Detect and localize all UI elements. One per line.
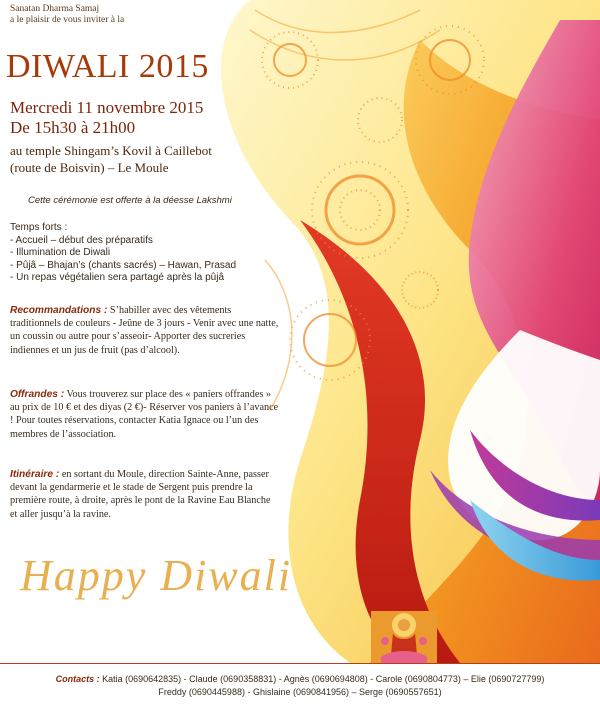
itinerary-paragraph [10,468,280,521]
recommendations-paragraph [10,304,280,357]
happy-diwali-greeting: Happy Diwali [20,551,293,600]
itinerary-text: en sortant du Moule, direction Sainte-Anne, passer devant la gendarmerie et le stade de Sergent puis prendre la première route, à droite, après le pont de la Ravine Eau Blanche et aller jusqu’à la ravine. [10,469,271,520]
venue-line-1: au temple Shingam’s Kovil à Caillebot [10,143,212,158]
recommendations-label: Recommandations : [10,305,108,316]
itinerary-label: Itinéraire : [10,469,60,480]
organization-name: Sanatan Dharma Samaj [10,4,100,14]
lakshmi-image [371,611,437,663]
list-item: - Pûjâ – Bhajan’s (chants sacrés) – Hawan, Prasad [10,259,237,271]
highlights-list [10,222,236,285]
page-title: DIWALI 2015 [6,48,209,85]
dedication-note: Cette cérémonie est offerte à la déesse Lakshmi [28,195,232,206]
offerings-text: Vous trouverez sur place des « paniers offrandes » au prix de 10 € et des diyas (2 €)- Réserver vos paniers à l’avance ! Pour toutes réservations, contacter Katia Ignace ou l’un des membres de l’association. [10,389,279,440]
event-time: De 15h30 à 21h00 [10,118,136,137]
contacts-footer [0,663,600,707]
invite-line: a le plaisir de vous inviter à la [10,15,125,25]
highlights-heading: Temps forts : [10,222,68,233]
contacts-line-2: Freddy (0690445988) - Ghislaine (0690841956) – Serge (0690557651) [158,687,442,697]
contacts-line-1 [0,673,600,686]
contacts-text-1: Katia (0690642835) - Claude (0690358831) - Agnès (0690694808) - Carole (0690804773) – Elie (0690727799) [99,674,545,684]
venue-line-2: (route de Boisvin) – Le Moule [10,160,169,175]
list-item: - Illumination de Diwali [10,247,111,259]
offerings-paragraph [10,388,280,441]
contacts-block [0,673,600,699]
event-datetime [10,98,203,138]
offerings-label: Offrandes : [10,389,65,400]
recommendations-text: S’habiller avec des vêtements traditionnels de couleurs - Jeûne de 3 jours - Venir avec une natte, un coussin ou autre pour s’asseoir- Apporter des sucreries indiennes et un jus de fruit (pas d’alcool). [10,305,279,356]
list-item: - Accueil – début des préparatifs [10,234,153,246]
list-item: - Un repas végétalien sera partagé après la pûjâ [10,272,225,284]
event-date: Mercredi 11 novembre 2015 [10,98,204,117]
organization-intro [10,4,124,26]
contacts-label: Contacts : [55,674,100,684]
event-venue [10,142,212,176]
